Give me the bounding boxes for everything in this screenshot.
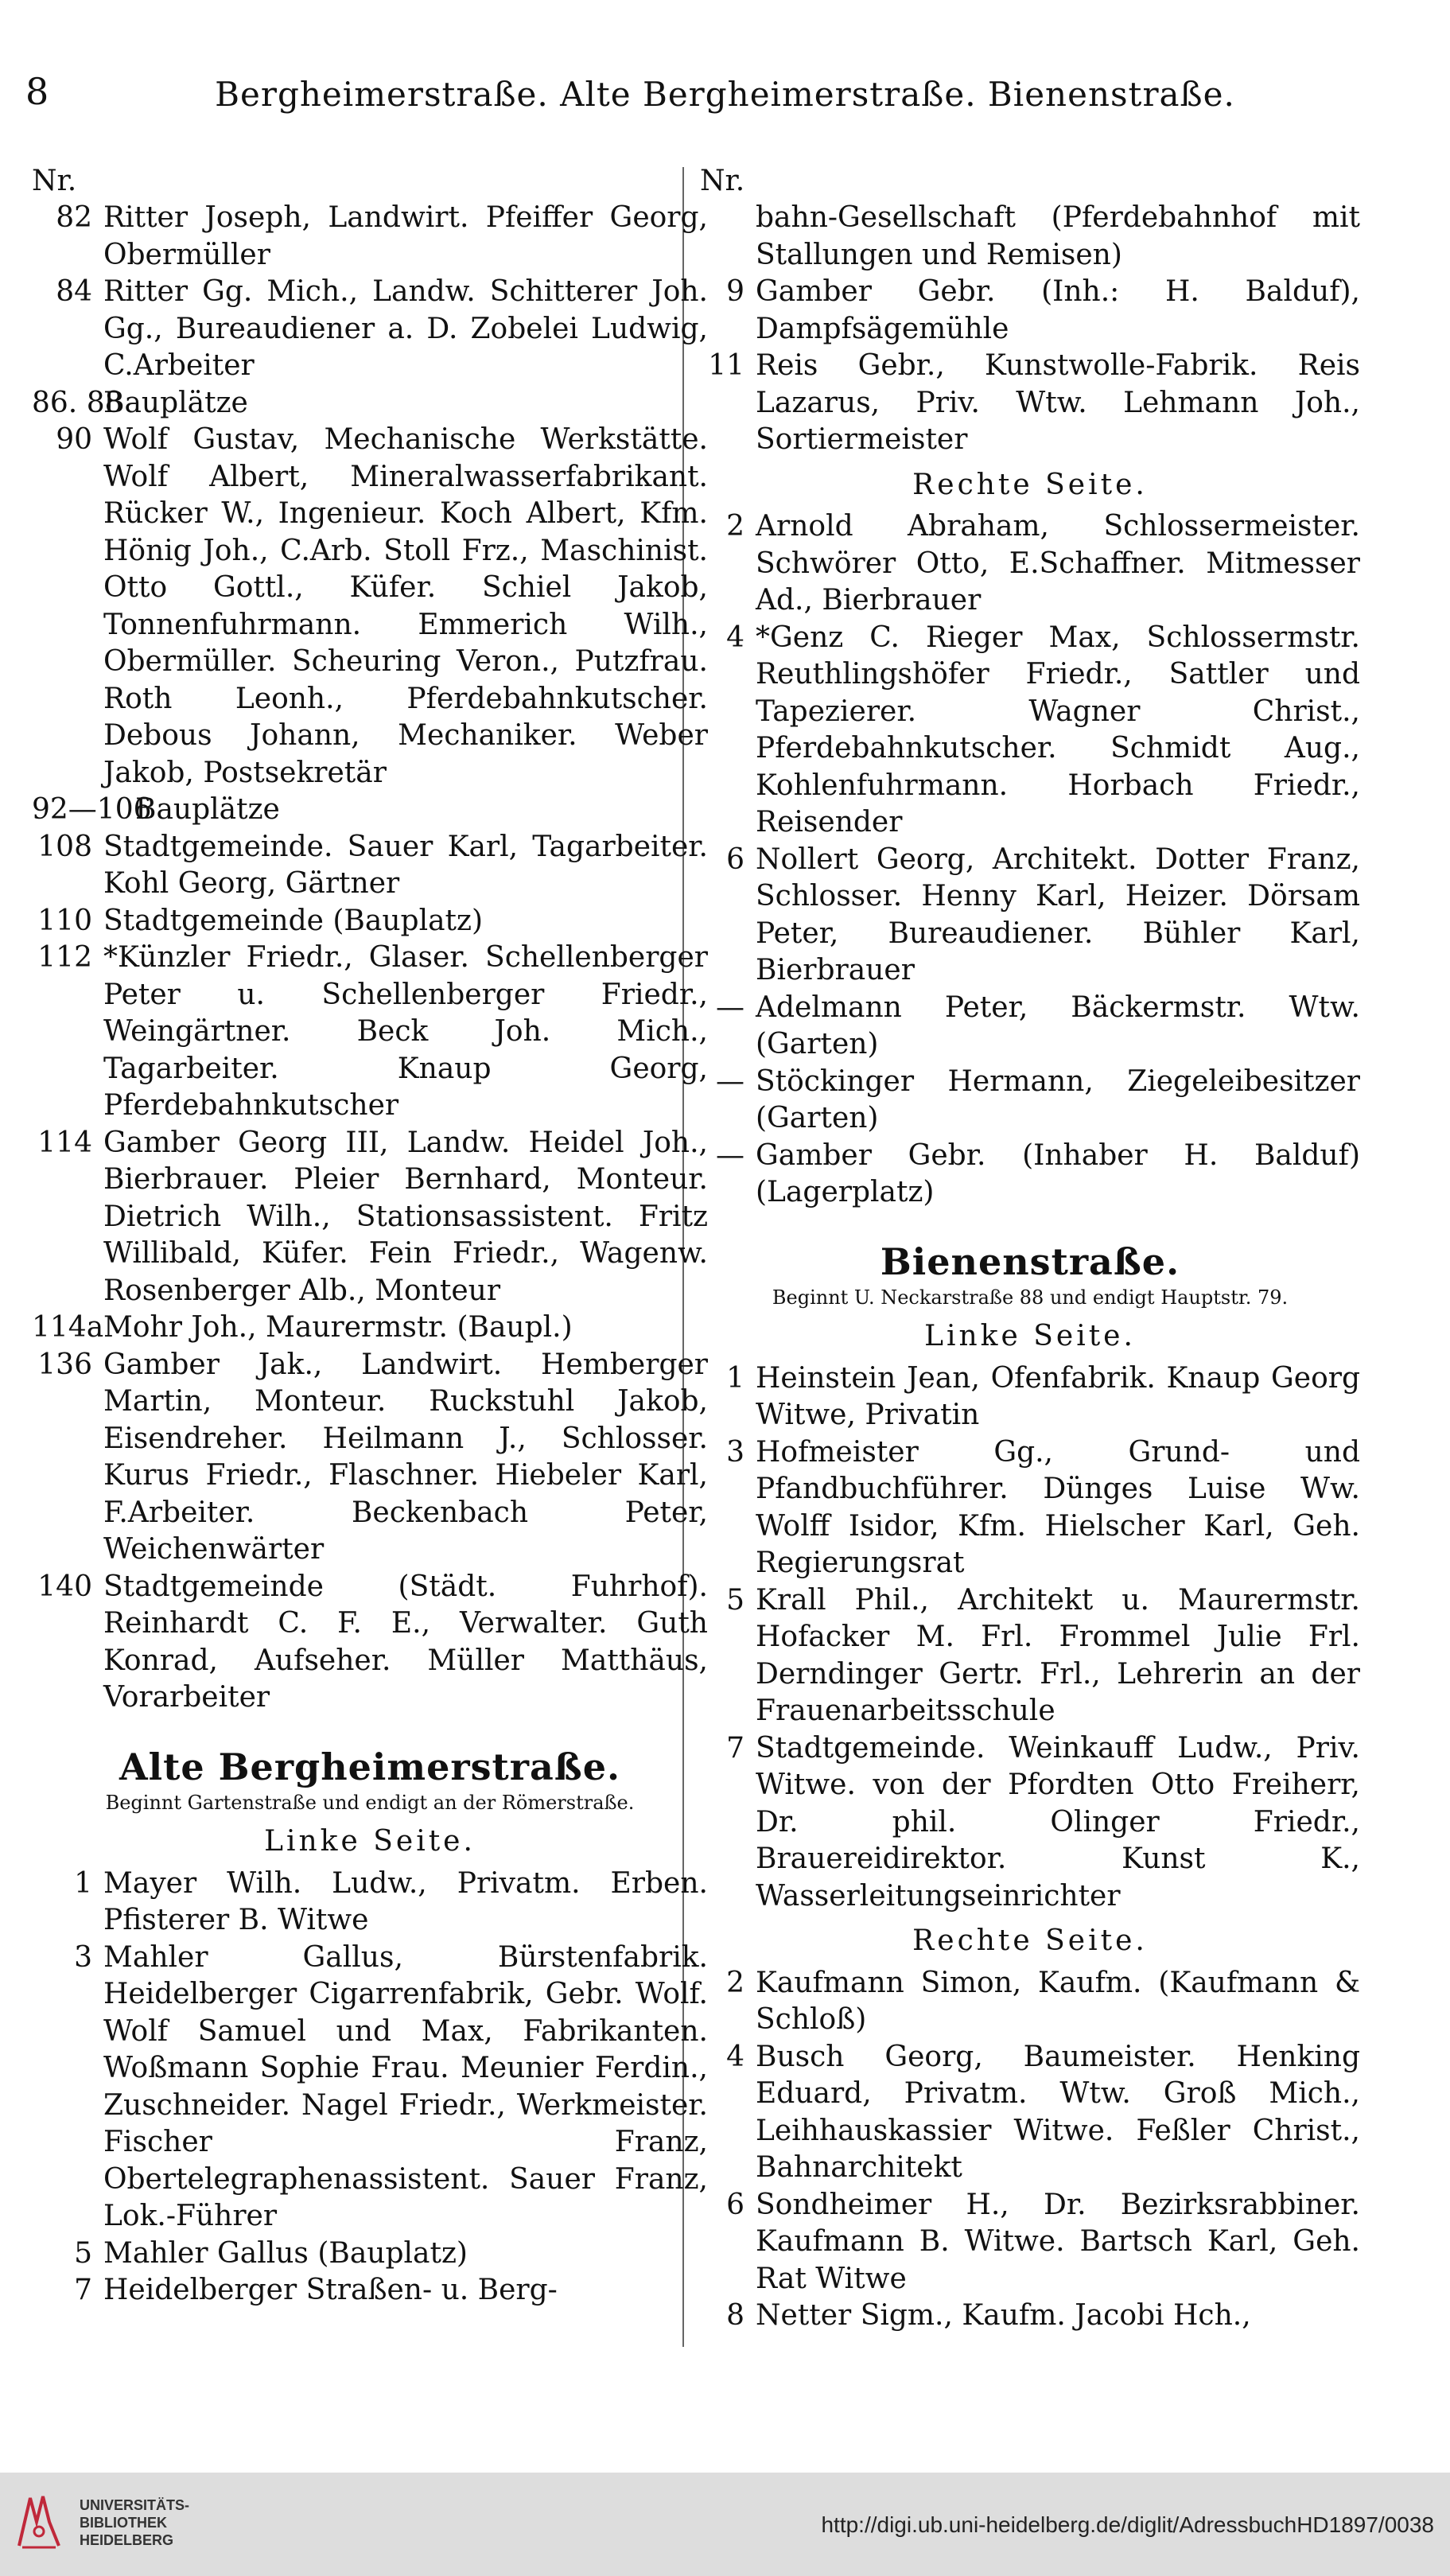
list-item bbox=[32, 1309, 708, 1347]
list-item bbox=[700, 1434, 1360, 1582]
entry-text: Stöckinger Hermann, Ziegeleibesitzer (Garten) bbox=[756, 1064, 1360, 1134]
list-item bbox=[700, 842, 1360, 990]
library-logo-icon bbox=[14, 2490, 64, 2552]
side-heading-right: Rechte Seite. bbox=[912, 1924, 1148, 1957]
list-item bbox=[700, 1730, 1360, 1916]
house-number: 112 bbox=[37, 941, 92, 974]
entry-text: Arnold Abraham, Schlossermeister. Schwörer Otto, E.Schaffner. Mitmesser Ad., Bierbrauer bbox=[756, 510, 1360, 617]
entry-text: Bauplätze bbox=[135, 793, 280, 826]
entry-text: Gamber Gebr. (Inh.: H. Balduf), Dampfsägemühle bbox=[756, 275, 1360, 345]
entry-text: Heidelberger Straßen- u. Berg- bbox=[103, 2274, 558, 2306]
spacer bbox=[700, 1212, 1360, 1228]
list-item bbox=[32, 1569, 708, 1717]
house-number: 4 bbox=[726, 2040, 744, 2073]
running-head: Bergheimerstraße. Alte Bergheimerstraße. Bienenstraße. bbox=[215, 75, 1235, 114]
spacer bbox=[32, 1717, 708, 1733]
list-item bbox=[700, 274, 1360, 348]
entry-text: Bauplätze bbox=[103, 386, 248, 419]
house-number: 136 bbox=[37, 1348, 92, 1381]
entry-text: Mahler Gallus (Bauplatz) bbox=[103, 2236, 468, 2270]
list-item bbox=[700, 348, 1360, 459]
entry-text: Ritter Gg. Mich., Landw. Schitterer Joh. Gg., Bureaudiener a. D. Zobelei Ludwig, C.Arbeiter bbox=[103, 275, 708, 382]
house-number: 9 bbox=[726, 275, 744, 308]
library-name-line: BIBLIOTHEK bbox=[80, 2515, 167, 2531]
list-item bbox=[32, 200, 708, 274]
right-column bbox=[700, 163, 1360, 2335]
list-item bbox=[32, 903, 708, 940]
entry-text: Sondheimer H., Dr. Bezirksrabbiner. Kaufmann B. Witwe. Bartsch Karl, Geh. Rat Witwe bbox=[756, 2188, 1360, 2295]
entry-text: Stadtgemeinde. Weinkauff Ludw., Priv. Witwe. von der Pfordten Otto Freiherr, Dr. phil. Olinger Friedr., Brauereidirektor. Kunst K., Wasserleitungseinrichter bbox=[756, 1731, 1360, 1913]
list-item bbox=[32, 1347, 708, 1569]
entry-text: Adelmann Peter, Bäckermstr. Wtw. (Garten) bbox=[756, 990, 1360, 1060]
house-number: 7 bbox=[726, 1731, 744, 1765]
entry-text: Gamber Jak., Landwirt. Hemberger Martin, Monteur. Ruckstuhl Jakob, Eisendreher. Heilmann J., Schlosser. Kurus Friedr., Flaschner. Hiebeler Karl, F.Arbeiter. Beckenbach Peter, Weichenwärter bbox=[103, 1348, 708, 1566]
entry-text: Stadtgemeinde. Sauer Karl, Tagarbeiter. Kohl Georg, Gärtner bbox=[103, 830, 708, 900]
nr-label: Nr. bbox=[700, 165, 745, 197]
entry-text: Busch Georg, Baumeister. Henking Eduard, Privatm. Wtw. Groß Mich., Leihhauskassier Witwe. Feßler Christ., Bahnarchitekt bbox=[756, 2040, 1360, 2184]
entry-text: Mayer Wilh. Ludw., Privatm. Erben. Pfisterer B. Witwe bbox=[103, 1866, 708, 1936]
street-subtitle: Beginnt Gartenstraße und endigt an der Römerstraße. bbox=[105, 1792, 635, 1814]
street-subtitle: Beginnt U. Neckarstraße 88 und endigt Hauptstr. 79. bbox=[772, 1286, 1289, 1309]
list-item bbox=[700, 1138, 1360, 1212]
street-title-bienenstrasse: Bienenstraße. bbox=[880, 1239, 1180, 1283]
house-number: 108 bbox=[37, 830, 92, 863]
house-number: 92—106 bbox=[32, 793, 152, 826]
entry-text: Gamber Georg III, Landw. Heidel Joh., Bierbrauer. Pleier Bernhard, Monteur. Dietrich Wilh., Stationsassistent. Fritz Willibald, Küfer. Fein Friedr., Wagenw. Rosenberger Alb., Monteur bbox=[103, 1126, 708, 1307]
house-number: 4 bbox=[726, 621, 744, 654]
list-item bbox=[700, 1965, 1360, 2039]
entry-text: Hofmeister Gg., Grund- und Pfandbuchführer. Dünges Luise Ww. Wolff Isidor, Kfm. Hielscher Karl, Geh. Regierungsrat bbox=[756, 1435, 1360, 1579]
entry-text: Reis Gebr., Kunstwolle-Fabrik. Reis Lazarus, Priv. Wtw. Lehmann Joh., Sortiermeister bbox=[756, 349, 1360, 456]
house-number: — bbox=[716, 1064, 744, 1098]
library-name-line: HEIDELBERG bbox=[80, 2532, 174, 2548]
house-number: 6 bbox=[726, 842, 744, 876]
house-number: 114a bbox=[32, 1311, 104, 1344]
side-heading-right: Rechte Seite. bbox=[912, 468, 1148, 501]
entry-text: Mahler Gallus, Bürstenfabrik. Heidelberger Cigarrenfabrik, Gebr. Wolf. Wolf Samuel und Max, Fabrikanten. Woßmann Sophie Frau. Meunier Ferdin., Zuschneider. Nagel Friedr., Werkmeister. Fischer Franz, Obertelegraphenassistent. Sauer Franz, Lok.-Führer bbox=[103, 1940, 708, 2232]
list-item bbox=[32, 385, 708, 422]
list-item bbox=[32, 829, 708, 903]
house-number: 6 bbox=[726, 2188, 744, 2221]
list-item bbox=[32, 940, 708, 1125]
list-item bbox=[32, 1940, 708, 2236]
library-name bbox=[80, 2496, 189, 2549]
house-number: 3 bbox=[726, 1435, 744, 1469]
house-number: 1 bbox=[726, 1361, 744, 1395]
list-item bbox=[700, 620, 1360, 842]
side-heading-left: Linke Seite. bbox=[924, 1320, 1136, 1352]
house-number: 86. 88 bbox=[32, 386, 123, 419]
list-item bbox=[32, 1866, 708, 1940]
entry-text: Nollert Georg, Architekt. Dotter Franz, Schlosser. Henny Karl, Heizer. Dörsam Peter, Bureaudiener. Bühler Karl, Bierbrauer bbox=[756, 842, 1360, 986]
house-number: 1 bbox=[74, 1866, 92, 1900]
entry-text: Stadtgemeinde (Städt. Fuhrhof). Reinhardt C. F. E., Verwalter. Guth Konrad, Aufseher. Müller Matthäus, Vorarbeiter bbox=[103, 1570, 708, 1714]
entry-text: *Künzler Friedr., Glaser. Schellenberger Peter u. Schellenberger Friedr., Weingärtner. Beck Joh. Mich., Tagarbeiter. Knaup Georg, Pferdebahnkutscher bbox=[103, 941, 708, 1122]
list-item bbox=[32, 792, 708, 829]
house-number: 3 bbox=[74, 1940, 92, 1974]
list-item bbox=[700, 2039, 1360, 2187]
entry-text: Wolf Gustav, Mechanische Werkstätte. Wolf Albert, Mineralwasserfabrikant. Rücker W., Ingenieur. Koch Albert, Kfm. Hönig Joh., C.Arb. Stoll Frz., Maschinist. Otto Gottl., Küfer. Schiel Jakob, Tonnenfuhrmann. Emmerich Wilh., Obermüller. Scheuring Veron., Putzfrau. Roth Leonh., Pferdebahnkutscher. Debous Johann, Mechaniker. Weber Jakob, Postsekretär bbox=[103, 423, 708, 789]
house-number: 140 bbox=[37, 1570, 92, 1603]
library-name-line: UNIVERSITÄTS- bbox=[80, 2497, 190, 2513]
nr-label: Nr. bbox=[32, 165, 77, 197]
entry-text: *Genz C. Rieger Max, Schlossermstr. Reuthlingshöfer Friedr., Sattler und Tapezierer. Wagner Christ., Pferdebahnkutscher. Schmidt Aug., Kohlenfuhrmann. Horbach Friedr., Reisender bbox=[756, 621, 1360, 839]
list-item bbox=[32, 2272, 708, 2309]
page-number: 8 bbox=[25, 70, 49, 113]
list-item bbox=[700, 508, 1360, 620]
house-number: 114 bbox=[37, 1126, 92, 1159]
list-item bbox=[700, 2298, 1360, 2335]
left-column bbox=[32, 163, 708, 2309]
house-number: 5 bbox=[74, 2236, 92, 2270]
entry-text: Heinstein Jean, Ofenfabrik. Knaup Georg Witwe, Privatin bbox=[756, 1361, 1360, 1431]
house-number: 84 bbox=[56, 275, 92, 308]
house-number: 7 bbox=[74, 2274, 92, 2306]
house-number: 2 bbox=[726, 510, 744, 543]
list-item bbox=[700, 990, 1360, 1064]
house-number: — bbox=[716, 1138, 744, 1172]
house-number: 8 bbox=[726, 2299, 744, 2332]
house-number: 5 bbox=[726, 1583, 744, 1617]
list-item bbox=[32, 422, 708, 792]
entry-text: Netter Sigm., Kaufm. Jacobi Hch., bbox=[756, 2299, 1251, 2332]
entry-text: Stadtgemeinde (Bauplatz) bbox=[103, 904, 484, 937]
side-heading-left: Linke Seite. bbox=[264, 1825, 476, 1858]
source-url-link[interactable]: http://digi.ub.uni-heidelberg.de/diglit/AdressbuchHD1897/0038 bbox=[821, 2512, 1434, 2537]
entry-text: Krall Phil., Architekt u. Maurermstr. Hofacker M. Frl. Frommel Julie Frl. Derndinger Gertr. Frl., Lehrerin an der Frauenarbeitsschule bbox=[756, 1583, 1360, 1727]
list-item bbox=[700, 1582, 1360, 1730]
house-number: 82 bbox=[56, 201, 92, 234]
house-number: 110 bbox=[37, 904, 92, 937]
list-item bbox=[32, 1125, 708, 1310]
house-number: 90 bbox=[56, 423, 92, 456]
list-item bbox=[32, 274, 708, 385]
list-item bbox=[700, 200, 1360, 274]
house-number: 2 bbox=[726, 1966, 744, 1999]
list-item bbox=[32, 2236, 708, 2273]
house-number: 11 bbox=[708, 349, 744, 382]
entry-text: Kaufmann Simon, Kaufm. (Kaufmann & Schloß) bbox=[756, 1966, 1360, 2036]
entry-text: Ritter Joseph, Landwirt. Pfeiffer Georg, Obermüller bbox=[103, 201, 708, 271]
footer-bar bbox=[0, 2473, 1450, 2576]
street-title-alte-bergheimerstrasse: Alte Bergheimerstraße. bbox=[119, 1745, 621, 1788]
entry-text: Gamber Gebr. (Inhaber H. Balduf) (Lagerplatz) bbox=[756, 1138, 1360, 1208]
house-number: — bbox=[716, 990, 744, 1024]
entry-text: Mohr Joh., Maurermstr. (Baupl.) bbox=[103, 1311, 573, 1344]
list-item bbox=[700, 1360, 1360, 1434]
list-item bbox=[700, 1064, 1360, 1138]
list-item bbox=[700, 2187, 1360, 2298]
entry-text: bahn-Gesellschaft (Pferdebahnhof mit Stallungen und Remisen) bbox=[756, 201, 1360, 271]
